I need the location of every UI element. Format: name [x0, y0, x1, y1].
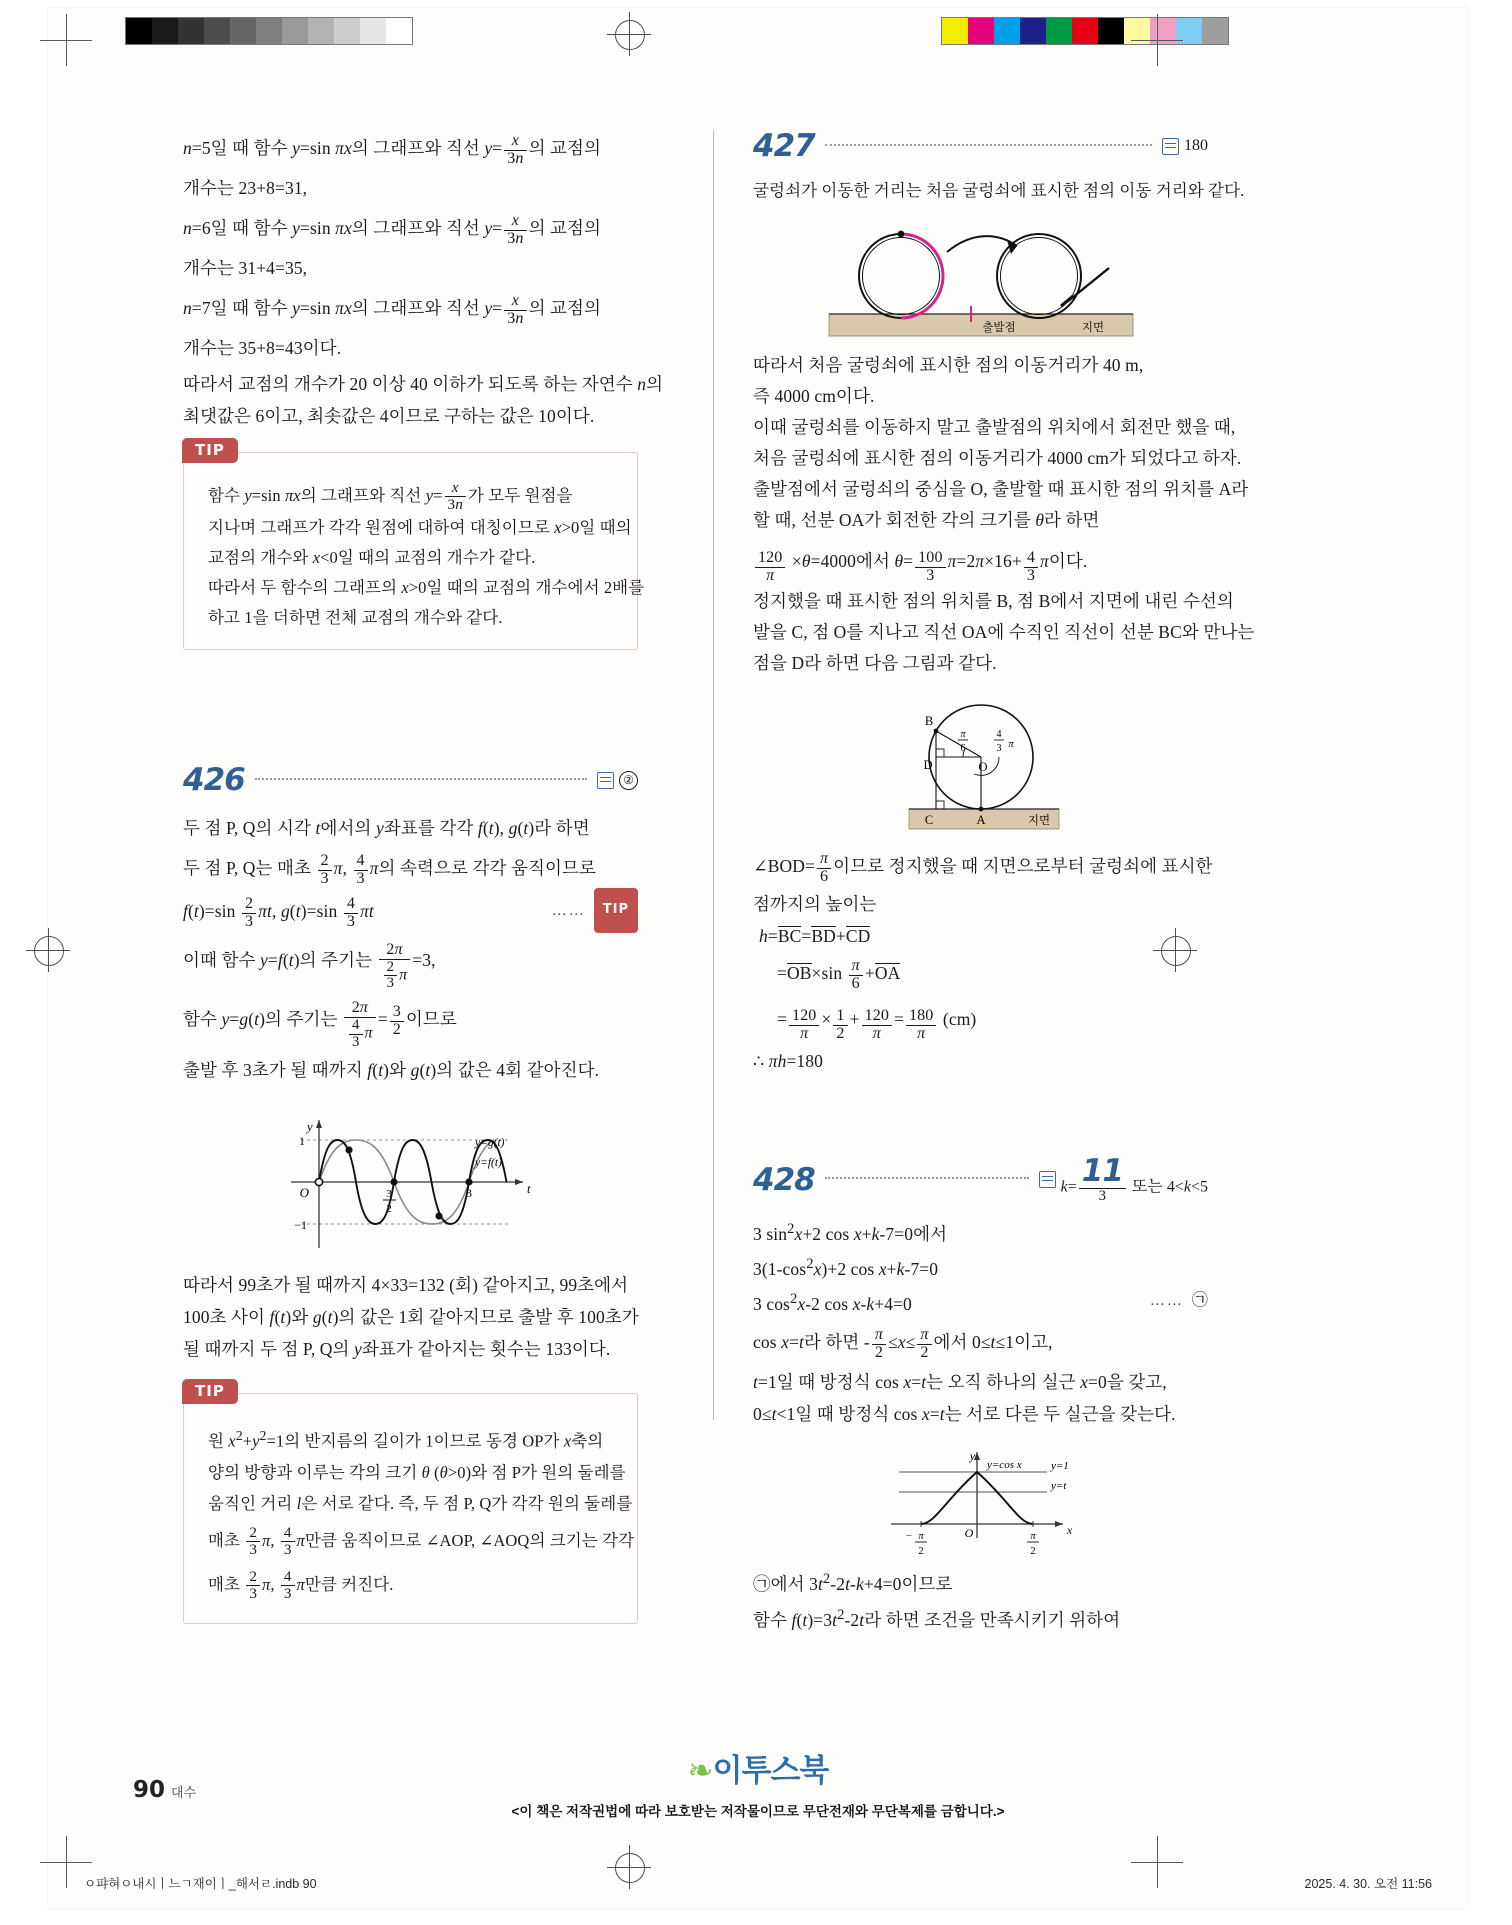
y-tick-negative: −1: [293, 1218, 307, 1233]
page-subject: 대수: [171, 1785, 197, 1800]
solution-line: h=BC=BD+CD: [759, 926, 871, 946]
origin-point: [315, 1179, 322, 1186]
gray-swatch: [334, 18, 360, 44]
solution-line: 따라서 처음 굴렁쇠에 표시한 점의 이동거리가 40 m,: [753, 355, 1144, 375]
answer-value: k= $\frac{11}{3}$ 또는 4<k<5: [1060, 1153, 1208, 1204]
problem-number: 427: [753, 128, 815, 164]
solution-line: =OB×sin $\frac{\pi}{6}$ +OA: [777, 956, 901, 992]
gray-swatch: [204, 18, 230, 44]
x-axis-label: t: [526, 1182, 530, 1197]
solution-line: ∠BOD= $\frac{\pi}{6}$ 이므로 정지했을 때 지면으로부터 굴렁쇠에 표시한: [753, 849, 1213, 885]
cosine-graph-svg: [851, 1438, 1111, 1558]
origin-label: O: [964, 1526, 973, 1541]
color-swatch: [1202, 18, 1228, 44]
solution-line: 될 때까지 두 점 P, Q의 y좌표가 같아지는 횟수는 133이다.: [183, 1339, 611, 1360]
solution-line: $3(1-\cos^2x)+2$ cos x+k-7=0: [753, 1255, 939, 1279]
gray-swatch: [256, 18, 282, 44]
solution-line: t=1일 때 방정식 cos x=t는 오직 하나의 실근 x=0을 갖고,: [753, 1372, 1167, 1393]
problem-426: [183, 762, 638, 1365]
svg-text:π: π: [917, 1531, 924, 1543]
answer-value: ②: [619, 771, 638, 790]
tip-inline-marker: TIP: [594, 888, 638, 933]
solution-line: 점을 D라 하면 다음 그림과 같다.: [753, 653, 997, 673]
intersection-point: [465, 1179, 472, 1186]
solution-line: n=7일 때 함수 y=sin πx의 그래프와 직선 y= $\frac{x}{3n}$ 의 교점의: [183, 291, 602, 327]
intersection-point: [345, 1147, 352, 1154]
tip-line: 원 $x^2+y^2=1$의 반지름의 길이가 1이므로 동경 OP가 x축의: [208, 1428, 604, 1451]
problem-number: 428: [753, 1161, 815, 1198]
figure-circle-geometry: [753, 687, 1208, 837]
solution-line: n=5일 때 함수 y=sin πx의 그래프와 직선 y= $\frac{x}{3n}$ 의 교점의: [183, 131, 602, 167]
right-column: [753, 128, 1255, 1636]
curve-label-cos: y=cos x: [986, 1459, 1022, 1472]
svg-text:2: 2: [917, 1546, 924, 1558]
solution-line: 100초 사이 f(t)와 g(t)의 값은 1회 같아지므로 출발 후 100초가: [183, 1307, 639, 1328]
tip-box-top: [183, 441, 645, 650]
crop-mark-top-right: [1131, 14, 1183, 66]
angle-4-over-3-pi: [994, 729, 1014, 754]
circle-geometry-svg: [861, 687, 1101, 837]
ground-label: 지면: [1027, 815, 1050, 827]
label-O: O: [977, 760, 988, 774]
registration-circle-bottom: [615, 1853, 645, 1883]
dot-leader: ……: [1149, 1293, 1184, 1310]
solution-line: 3 $\sin^2x+2$ cos x+k-7=0에서: [753, 1221, 948, 1244]
answer-badge: [597, 771, 638, 790]
solution-line: 개수는 23+8=31,: [183, 178, 308, 198]
ground-label: 지면: [1081, 322, 1104, 334]
solution-line: ㉠에서 $3t^2-2t-k+4=0$이므로: [753, 1571, 953, 1595]
problem-428-header: [753, 1155, 1208, 1204]
solution-line: 정지했을 때 표시한 점의 위치를 B, 점 B에서 지면에 내린 수선의: [753, 591, 1234, 611]
color-swatch: [1098, 18, 1124, 44]
solution-line: 함수 $f(t)=3t^2-2t$라 하면 조건을 만족시키기 위하여: [753, 1607, 1121, 1631]
svg-text:6: 6: [960, 743, 965, 754]
leaf-icon: ❧: [687, 1753, 713, 1789]
answer-badge: [1039, 1155, 1208, 1204]
answer-icon: [597, 772, 614, 789]
tip-line: 움직인 거리 l은 서로 같다. 즉, 두 점 P, Q가 각각 원의 둘레를: [208, 1493, 633, 1513]
solution-line: 두 점 P, Q의 시각 t에서의 y좌표를 각각 f(t), g(t)라 하면: [183, 818, 590, 839]
curve-label-f: y=f(t): [474, 1157, 502, 1170]
label-B: B: [924, 714, 933, 728]
registration-circle-left: [34, 936, 64, 966]
gray-swatch: [152, 18, 178, 44]
solution-line: cos x=t라 하면 - $\frac{\pi}{2}$ ≤x≤ $\frac{\pi}{2}$ 에서 0≤t≤1이고,: [753, 1326, 1053, 1362]
solution-line: 개수는 35+8=43이다.: [183, 338, 342, 358]
segment-OB: [936, 731, 981, 757]
gray-swatch: [386, 18, 412, 44]
solution-line-with-marker: 3 $\cos^2x-2$ cos x-k+4=0 …… ㉠: [753, 1284, 1208, 1319]
color-swatch: [968, 18, 994, 44]
svg-text:3: 3: [996, 743, 1001, 754]
tip-line: 매초 $\frac{2}{3}$ π, $\frac{4}{3}$ π만큼 커진다.: [208, 1568, 394, 1603]
answer-badge: [1162, 137, 1208, 155]
problem-427: [753, 128, 1255, 1077]
crop-mark-bottom-right: [1131, 1836, 1183, 1888]
solution-line: 점까지의 높이는: [753, 894, 877, 914]
svg-text:4: 4: [996, 729, 1001, 740]
label-A: A: [975, 813, 986, 827]
figure-rolling-hoop: [753, 216, 1208, 344]
answer-value: 180: [1184, 137, 1208, 154]
rolling-hoop-svg: [821, 216, 1141, 344]
gray-swatch: [178, 18, 204, 44]
solution-line: ∴ πh=180: [753, 1051, 823, 1071]
equation-marker: ㉠: [1191, 1292, 1208, 1310]
svg-text:π: π: [1029, 1531, 1036, 1543]
solution-line: 두 점 P, Q는 매초 $\frac{2}{3}$ π, $\frac{4}{3}$ π의 속력으로 각각 움직이므로: [183, 852, 597, 888]
tip-line: 매초 $\frac{2}{3}$ π, $\frac{4}{3}$ π만큼 움직이므로 ∠AOP, ∠AOQ의 크기는 각각: [208, 1524, 635, 1559]
indb-file-stamp: ㅇ퍄혀ㅇ내시ㅣ느ㄱ재이ㅣ_해서ㄹ.indb 90: [84, 1877, 317, 1891]
y-axis-label: y: [969, 1451, 975, 1464]
label-y-equals-1: y=1: [1050, 1460, 1069, 1473]
solution-line: 출발 후 3초가 될 때까지 f(t)와 g(t)의 값은 4회 같아진다.: [183, 1060, 600, 1081]
tip-line: 지나며 그래프가 각각 원점에 대하여 대칭이므로 x>0일 때의: [208, 518, 632, 538]
svg-text:2: 2: [385, 1203, 392, 1216]
tip-line: 양의 방향과 이루는 각의 크기 θ (θ>0)와 점 P가 원의 둘레를: [208, 1462, 626, 1482]
origin-label: O: [299, 1185, 309, 1201]
problem-426-header: [183, 762, 638, 798]
intersection-point: [435, 1213, 442, 1220]
color-swatch: [1020, 18, 1046, 44]
brand-logo: [48, 1745, 1468, 1790]
crop-mark-top-left: [40, 14, 92, 66]
tip-line: 함수 y=sin πx의 그래프와 직선 y= $\frac{x}{3n}$ 가 모두 원점을: [208, 479, 573, 514]
svg-text:−: −: [905, 1531, 912, 1543]
dot-leader: ……: [551, 902, 586, 919]
color-calibration-bar: [941, 17, 1229, 45]
solution-line: 함수 y=g(t)의 주기는 2π $\frac{4}{3}$ π = $\frac{3}{2}$ 이므로: [183, 999, 457, 1050]
solution-line: 발을 C, 점 O를 지나고 직선 OA에 수직인 직선이 선분 BC와 만나는: [753, 622, 1255, 642]
continued-solution-block: [183, 128, 664, 432]
y-axis-label: y: [306, 1120, 313, 1135]
intersection-point: [390, 1179, 397, 1186]
angle-pi-over-6: [958, 729, 968, 754]
tip-line: 하고 1을 더하면 전체 교점의 개수와 같다.: [208, 608, 503, 628]
right-angle-C: [936, 801, 944, 809]
figure-cosine-graph-428: [753, 1438, 1208, 1558]
solution-line: 처음 굴렁쇠에 표시한 점의 이동거리가 4000 cm가 되었다고 하자.: [753, 448, 1242, 468]
brand-name: 이투스북: [712, 1753, 829, 1789]
solution-line: = $\frac{120}{\pi}$ × $\frac{1}{2}$ + $\frac{120}{\pi}$ = $\frac{180}{\pi}$ (cm): [777, 1006, 977, 1042]
svg-text:3: 3: [385, 1188, 392, 1201]
scanned-page: [48, 8, 1468, 1908]
color-swatch: [942, 18, 968, 44]
label-C: C: [924, 813, 933, 827]
tip-line: 따라서 두 함수의 그래프의 x>0일 때의 교점의 개수에서 2배를: [208, 578, 645, 598]
solution-line: $\frac{120}{\pi}$ ×θ=4000에서 θ= $\frac{100}{3}$ π=2π×16+ $\frac{4}{3}$ π이다.: [753, 536, 1208, 586]
tip-box-bottom: [183, 1382, 638, 1624]
color-swatch: [1072, 18, 1098, 44]
solution-line: 출발점에서 굴렁쇠의 중심을 O, 출발할 때 표시한 점의 위치를 A라: [753, 479, 1249, 499]
color-swatch: [994, 18, 1020, 44]
problem-number: 426: [183, 762, 245, 799]
x-tick-minus-pi-over-2: [906, 1531, 927, 1557]
gray-swatch: [282, 18, 308, 44]
right-angle-D: [936, 749, 944, 757]
gray-swatch: [308, 18, 334, 44]
tip-label: TIP: [182, 438, 238, 463]
page-number: 90: [133, 1777, 166, 1803]
answer-icon: [1162, 138, 1179, 155]
x-tick-pi-over-2: [1027, 1531, 1039, 1557]
tip-line: 교점의 개수와 x<0일 때의 교점의 개수가 같다.: [208, 548, 536, 568]
dot-leader: [255, 777, 587, 780]
print-date-stamp: 2025. 4. 30. 오전 11:56: [1304, 1877, 1432, 1891]
color-swatch: [1046, 18, 1072, 44]
curve-label-g: y=g(t): [474, 1137, 504, 1150]
x-tick-3: 3: [465, 1186, 472, 1201]
start-point-label: 출발점: [981, 322, 1016, 334]
dot-leader: [825, 143, 1152, 146]
y-tick-positive: 1: [298, 1134, 305, 1149]
registration-circle-top: [615, 20, 645, 50]
solution-line: 따라서 99초가 될 때까지 4×33=132 (회) 같아지고, 99초에서: [183, 1275, 629, 1296]
copyright-notice: <이 책은 저작권법에 따라 보호받는 저작물이므로 무단전재와 무단복제를 금합니다.>: [511, 1804, 1005, 1819]
solution-line: 0≤t<1일 때 방정식 cos x=t는 서로 다른 두 실근을 갖는다.: [753, 1404, 1176, 1425]
x-axis-label: x: [1066, 1525, 1072, 1538]
figure-sine-graph-426: [183, 1098, 638, 1263]
label-y-equals-t: y=t: [1050, 1480, 1066, 1493]
solution-line-with-tip: f(t)=sin $\frac{2}{3}$ πt, g(t)=sin $\frac{4}{3}$ πt …… TIP: [183, 888, 638, 933]
solution-line: 개수는 31+4=35,: [183, 258, 308, 278]
label-D: D: [922, 758, 933, 772]
column-divider: [713, 130, 714, 1420]
problem-428: [753, 1155, 1208, 1636]
dot-leader: [825, 1176, 1029, 1179]
answer-icon: [1039, 1171, 1056, 1188]
svg-text:π: π: [959, 729, 966, 740]
tip-label: TIP: [182, 1379, 238, 1404]
solution-line: 할 때, 선분 OA가 회전한 각의 크기를 θ라 하면: [753, 510, 1100, 530]
solution-line: 즉 4000 cm이다.: [753, 386, 875, 406]
solution-line: 이때 함수 y=f(t)의 주기는 2π $\frac{2}{3}$ π =3,: [183, 940, 436, 992]
solution-line: 이때 굴렁쇠를 이동하지 말고 출발점의 위치에서 회전만 했을 때,: [753, 417, 1236, 437]
gray-swatch: [230, 18, 256, 44]
gray-swatch: [360, 18, 386, 44]
left-column: [183, 128, 664, 1630]
marked-arc: [901, 234, 943, 318]
marked-point: [897, 231, 904, 238]
svg-text:2: 2: [1029, 1546, 1036, 1558]
problem-427-header: [753, 128, 1208, 164]
solution-line: 최댓값은 6이고, 최솟값은 4이므로 구하는 값은 10이다.: [183, 406, 595, 426]
solution-line: n=6일 때 함수 y=sin πx의 그래프와 직선 y= $\frac{x}{3n}$ 의 교점의: [183, 211, 602, 247]
svg-text:π: π: [1007, 739, 1014, 750]
grayscale-calibration-bar: [125, 17, 413, 45]
solution-line: 굴렁쇠가 이동한 거리는 처음 굴렁쇠에 표시한 점의 이동 거리와 같다.: [753, 181, 1245, 200]
gray-swatch: [126, 18, 152, 44]
solution-line: 따라서 교점의 개수가 20 이상 40 이하가 되도록 하는 자연수 n의: [183, 374, 664, 394]
sine-graph-svg: [261, 1098, 561, 1263]
